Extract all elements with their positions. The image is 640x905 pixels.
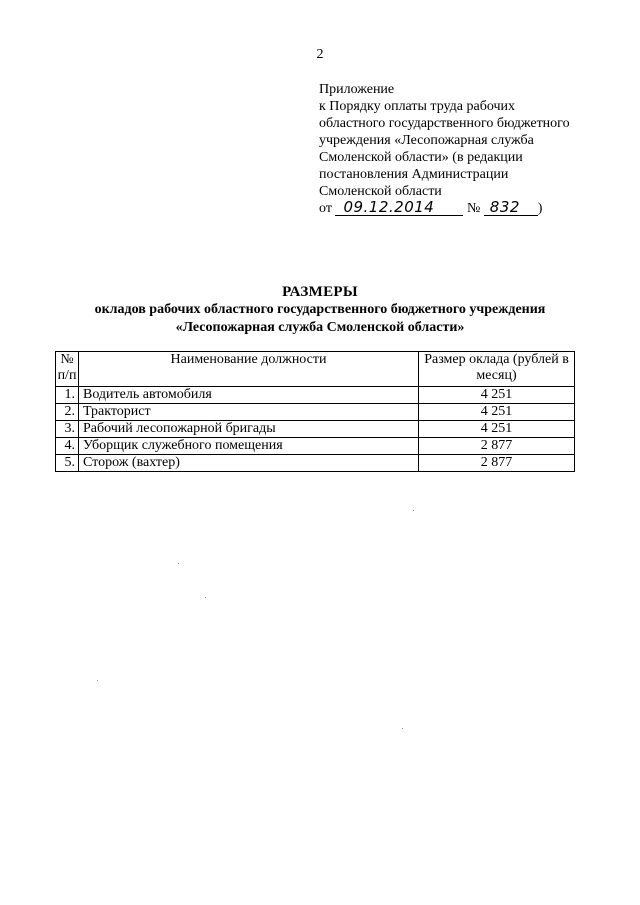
page-number: 2 <box>316 47 324 62</box>
scan-speck <box>205 597 206 598</box>
appendix-line: постановления Администрации <box>319 167 509 182</box>
table-row <box>56 438 575 455</box>
table-row <box>56 387 575 404</box>
cell-num: 2. <box>56 404 79 421</box>
cell-name: Уборщик служебного помещения <box>79 438 419 455</box>
number-prefix: № <box>466 201 481 216</box>
salary-table <box>55 351 575 472</box>
header-name: Наименование должности <box>79 352 419 387</box>
cell-name: Сторож (вахтер) <box>79 455 419 472</box>
cell-salary: 4 251 <box>419 387 575 404</box>
cell-name: Тракторист <box>79 404 419 421</box>
cell-salary: 4 251 <box>419 421 575 438</box>
table-header-row <box>56 352 575 387</box>
date-field <box>335 199 463 216</box>
cell-name: Водитель автомобиля <box>79 387 419 404</box>
appendix-line: к Порядку оплаты труда рабочих <box>319 99 515 114</box>
cell-salary: 2 877 <box>419 455 575 472</box>
cell-num: 3. <box>56 421 79 438</box>
document-title: РАЗМЕРЫ <box>282 284 358 300</box>
scan-speck <box>413 510 414 511</box>
appendix-line: областного государственного бюджетного <box>319 116 570 131</box>
closing-paren: ) <box>537 201 543 216</box>
table-row <box>56 404 575 421</box>
cell-num: 5. <box>56 455 79 472</box>
scan-speck <box>402 728 403 729</box>
number-field <box>484 199 538 216</box>
handwritten-date: 09.12.2014 <box>343 198 435 216</box>
appendix-block <box>319 81 619 200</box>
table-row <box>56 421 575 438</box>
table-row <box>56 455 575 472</box>
subtitle-line-2: «Лесопожарная служба Смоленской области» <box>175 320 465 335</box>
appendix-line: Смоленской области <box>319 184 442 199</box>
document-subtitle <box>0 301 640 337</box>
appendix-line: Приложение <box>319 82 395 97</box>
header-salary: Размер оклада (рублей в месяц) <box>419 352 575 387</box>
cell-salary: 4 251 <box>419 404 575 421</box>
appendix-line: учреждения «Лесопожарная служба <box>319 133 534 148</box>
appendix-line: Смоленской области» (в редакции <box>319 150 523 165</box>
scan-speck <box>97 680 98 681</box>
subtitle-line-1: окладов рабочих областного государственного бюджетного учреждения <box>94 302 546 317</box>
scan-speck <box>178 563 179 564</box>
header-num: № п/п <box>56 352 79 387</box>
date-number-line <box>319 199 542 217</box>
cell-salary: 2 877 <box>419 438 575 455</box>
date-prefix: от <box>319 201 332 216</box>
handwritten-number: 832 <box>489 198 520 216</box>
cell-num: 1. <box>56 387 79 404</box>
cell-name: Рабочий лесопожарной бригады <box>79 421 419 438</box>
cell-num: 4. <box>56 438 79 455</box>
